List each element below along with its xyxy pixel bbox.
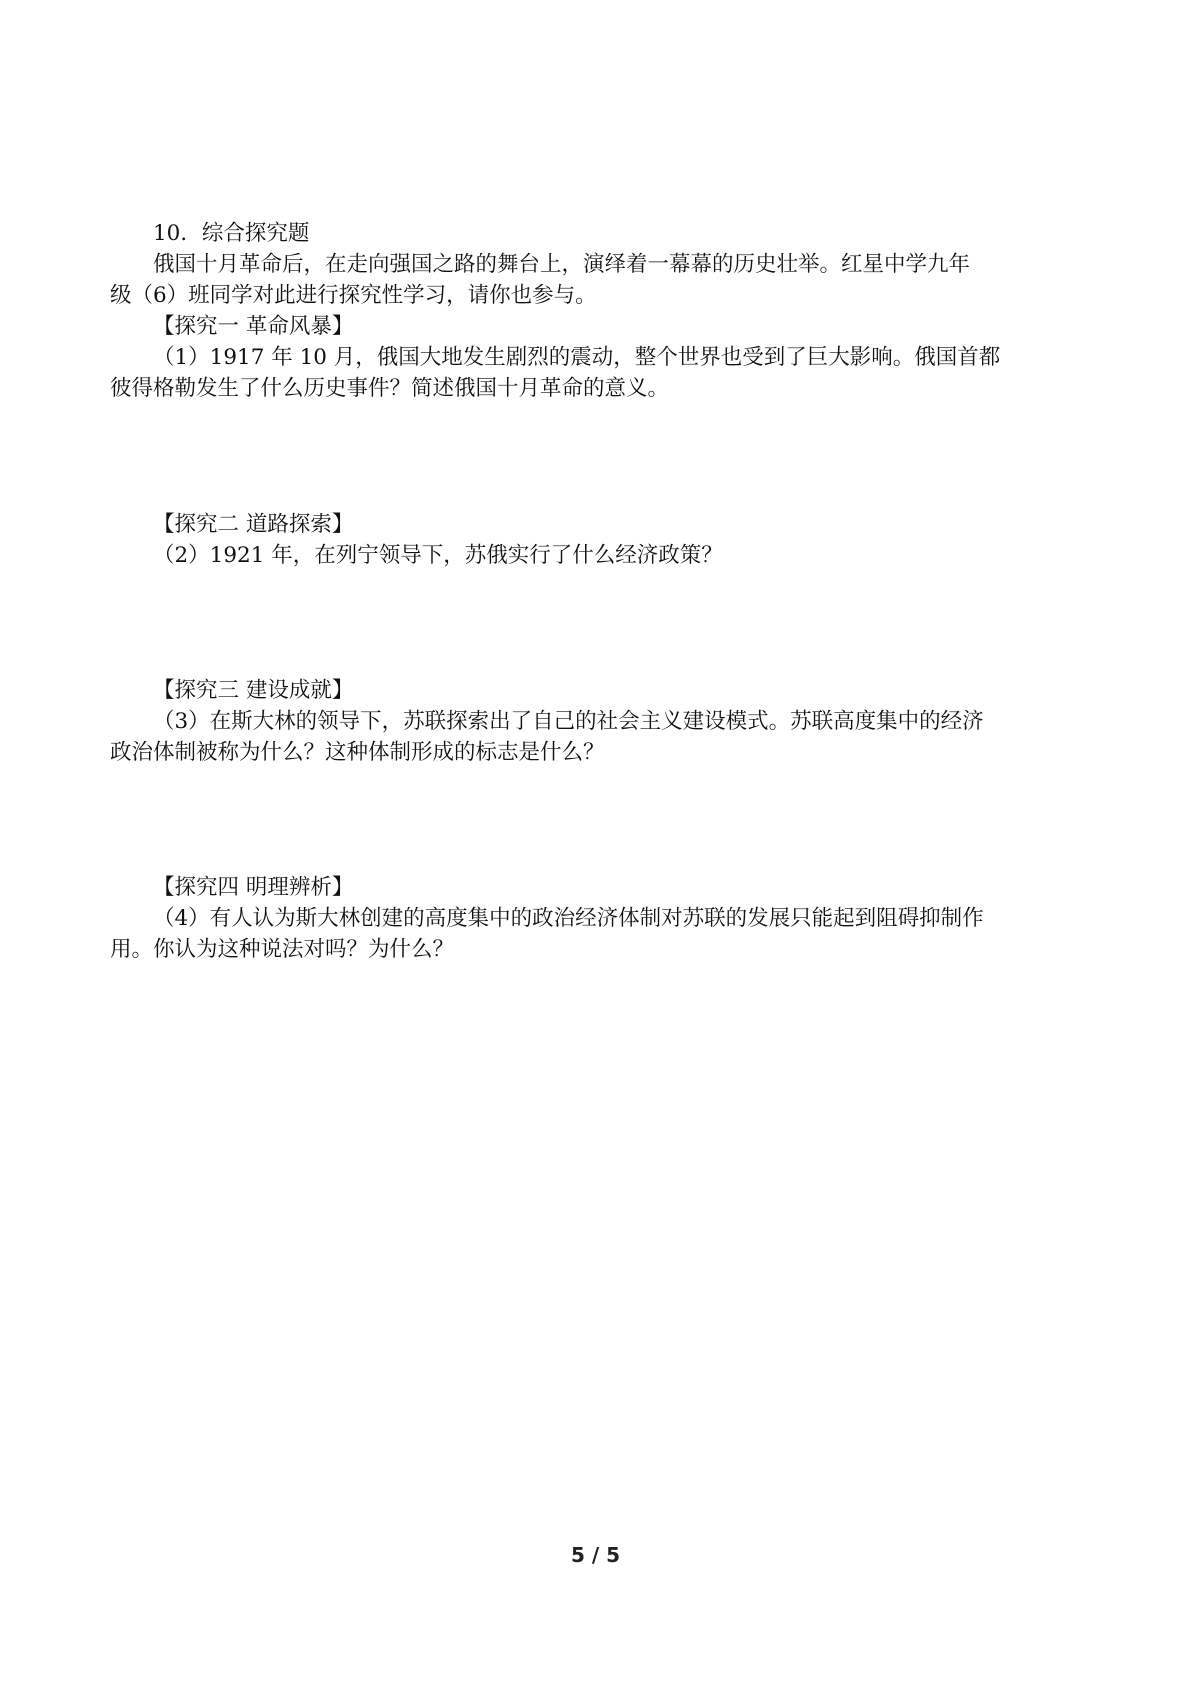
question-intro-line-2: 级（6）班同学对此进行探究性学习，请你也参与。 <box>110 283 597 308</box>
section-3-line-2: 政治体制被称为什么？这种体制形成的标志是什么？ <box>110 740 605 765</box>
section-heading-3: 【探究三 建设成就】 <box>153 678 354 703</box>
section-2-line-1: （2）1921 年，在列宁领导下，苏俄实行了什么经济政策？ <box>153 543 723 568</box>
question-intro-line-1: 俄国十月革命后，在走向强国之路的舞台上，演绎着一幕幕的历史壮举。红星中学九年 <box>153 252 971 277</box>
answer-space-1 <box>110 404 1090 509</box>
answer-space-3 <box>110 768 1090 872</box>
question-content <box>110 218 1090 965</box>
page-number: 5 / 5 <box>570 1543 621 1567</box>
answer-space-2 <box>110 571 1090 675</box>
section-heading-2: 【探究二 道路探索】 <box>153 512 354 537</box>
section-1-line-2: 彼得格勒发生了什么历史事件？简述俄国十月革命的意义。 <box>110 376 670 401</box>
section-1-line-1: （1）1917 年 10 月，俄国大地发生剧烈的震动，整个世界也受到了巨大影响。俄国首都 <box>153 345 1001 370</box>
section-4-line-1: （4）有人认为斯大林创建的高度集中的政治经济体制对苏联的发展只能起到阻碍抑制作 <box>153 906 984 931</box>
section-3-line-1: （3）在斯大林的领导下，苏联探索出了自己的社会主义建设模式。苏联高度集中的经济 <box>153 709 984 734</box>
section-4-line-2: 用。你认为这种说法对吗？为什么？ <box>110 937 455 962</box>
section-heading-4: 【探究四 明理辨析】 <box>153 875 354 900</box>
question-title: 10．综合探究题 <box>153 221 310 246</box>
section-heading-1: 【探究一 革命风暴】 <box>153 314 354 339</box>
